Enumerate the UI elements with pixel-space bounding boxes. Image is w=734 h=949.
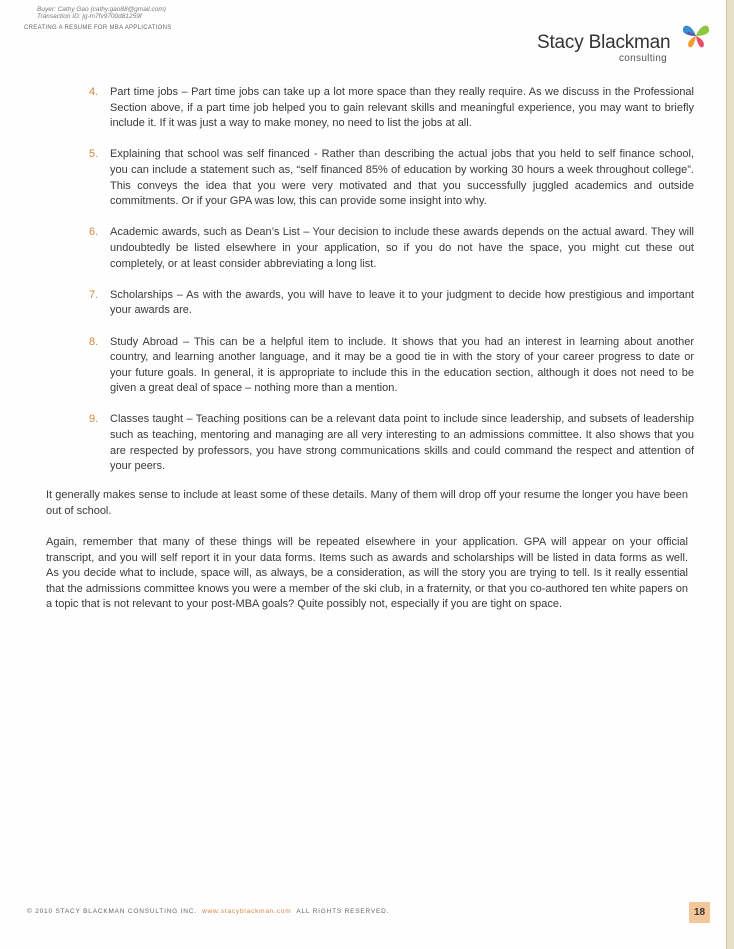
list-item — [89, 147, 694, 209]
list-item-number: 6. — [89, 226, 99, 239]
company-logo — [537, 26, 713, 68]
list-item-number: 8. — [89, 335, 99, 348]
watermark-transaction: Transaction ID: jg-m7fv9700d81259f — [37, 13, 142, 20]
list-item-number: 4. — [89, 86, 99, 98]
list-item-text: Study Abroad – This can be a helpful item to include. It shows that you had an interest in learning about another country, and learning another language, and it may be a good tie in with the story of your career progress to date or your future goals. In general, it is appropriate to include this in the education section, although it does not need to be given a great deal of space – nothing more than a mention. — [110, 335, 694, 395]
watermark-buyer: Buyer: Cathy Gao (cathy.gao88@gmail.com) — [37, 6, 166, 13]
list-item — [89, 288, 694, 319]
list-item — [89, 225, 694, 272]
watermark — [37, 6, 166, 20]
list-item-number: 5. — [89, 148, 99, 161]
footer-url-link[interactable]: www.stacyblackman.com — [202, 908, 292, 915]
logo-name: Stacy Blackman — [537, 32, 671, 53]
logo-subtitle: consulting — [619, 53, 668, 64]
document-title: CREATING A RESUME FOR MBA APPLICATIONS — [24, 25, 172, 31]
page-edge — [726, 0, 734, 949]
footer-copyright: © 2010 STACY BLACKMAN CONSULTING INC. — [27, 908, 197, 915]
footer — [27, 908, 389, 915]
list-item-text: Explaining that school was self financed - Rather than describing the actual jobs that you held to self finance school, you can include a statement such as, “self financed 85% of education by working 30 hours a week throughout college”. This conveys the idea that you were very motivated and that you successfully juggled academics and outside commitments. Or if your GPA was low, this can provide some insight into why. — [110, 148, 694, 208]
paragraph-reminder: Again, remember that many of these things will be repeated elsewhere in your application. GPA will appear on your official transcript, and you will self report it in your data forms. Items such as awards and scholarships will be listed in data forms as well. As you decide what to include, space will, as always, be a consideration, as will the story you are trying to tell. Is it really essential that the admissions committee knows you were a member of the ski club, in a fraternity, or that you co-authored ten white papers on a topic that is not relevant to your post-MBA goals? Quite possibly not, especially if you are tight on space. — [46, 536, 688, 611]
list-item-number: 9. — [89, 413, 99, 426]
footer-rights: ALL RIGHTS RESERVED. — [296, 908, 390, 915]
butterfly-icon — [682, 23, 710, 49]
paragraph-summary: It generally makes sense to include at least some of these details. Many of them will drop off your resume the longer you have been out of school. — [46, 489, 688, 517]
list-item-text: Classes taught – Teaching positions can be a relevant data point to include since leadership, and subsets of leadership such as teaching, mentoring and managing are all very interesting to an admissions committee. It also shows that you are respected by professors, you have strong communications skills and could command the respect and attention of your peers. — [110, 413, 694, 473]
list-item-text: Academic awards, such as Dean’s List – Your decision to include these awards depends on the actual award. They will undoubtedly be listed elsewhere in your application, so if you do not have the space, you might cut these out completely, or at least consider abbreviating a long list. — [110, 226, 694, 270]
list-item — [89, 412, 694, 474]
resume-items-list — [89, 85, 694, 475]
list-item-text: Scholarships – As with the awards, you will have to leave it to your judgment to decide how prestigious and important your awards are. — [110, 288, 694, 317]
list-item — [89, 85, 694, 132]
list-item — [89, 335, 694, 397]
list-item-text: Part time jobs – Part time jobs can take up a lot more space than they really require. As we discuss in the Professional Section above, if a part time job helped you to gain relevant skills and meaningful experience, you may want to briefly include it. If it was just a way to make money, no need to list the jobs at all. — [110, 86, 694, 130]
list-item-number: 7. — [89, 288, 99, 301]
page-number-badge: 18 — [689, 902, 710, 923]
